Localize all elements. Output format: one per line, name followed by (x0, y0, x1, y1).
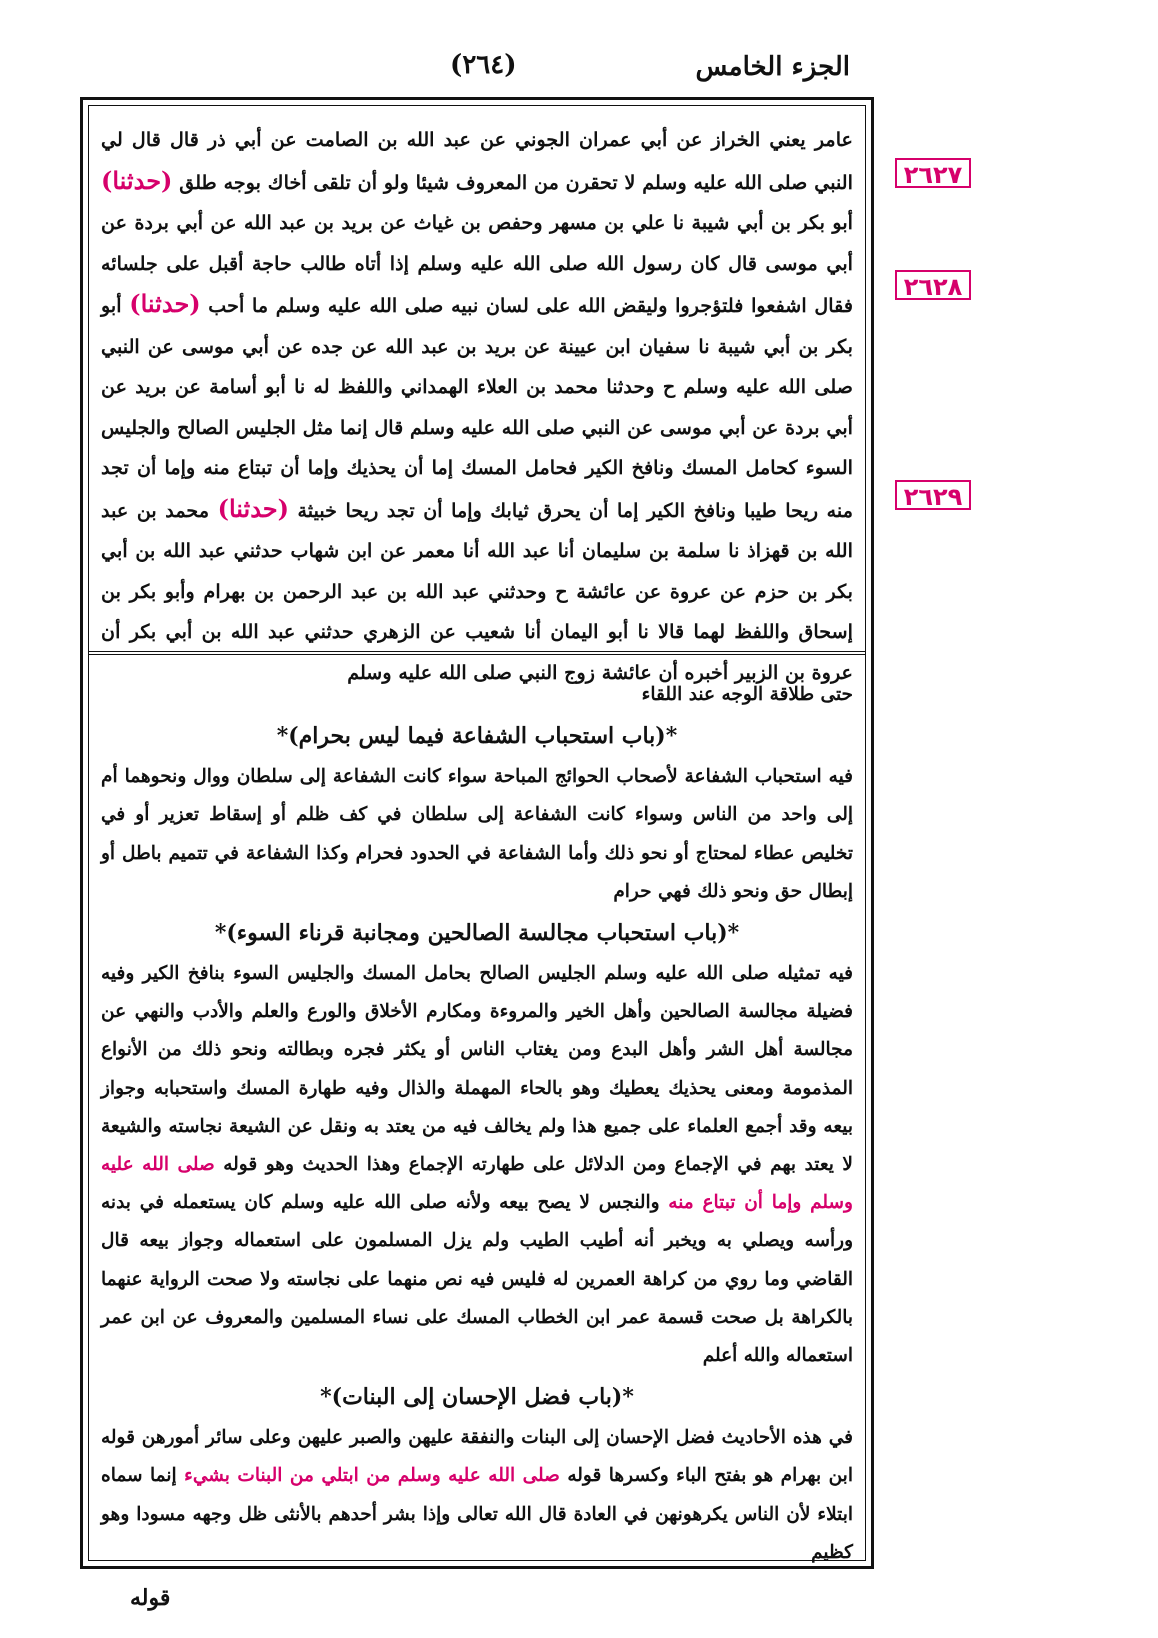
hadith-line: ابن عيينة عن بريد بن عبد الله عن جده عن أبي موسى عن النبي صلى الله عليه وسلم ح وحدثنا (101, 334, 853, 398)
hadith-line: شيبة نا علي بن مسهر وحفص بن غياث عن بريد بن عبد الله عن أبي بردة عن أبي موسى قال كان (101, 211, 854, 275)
quoted-hadith: صلى الله عليه وسلم وإما أن تبتاع منه (101, 1154, 853, 1214)
commentary-span: في هذه الأحاديث فضل الإحسان إلى البنات والنفقة عليهن والصبر عليهن وعلى سائر أمورهن قوله ابن بهرام هو بفتح الباء وكسرها قوله (101, 1427, 853, 1487)
commentary-span: إنما سماه ابتلاء لأن الناس يكرهونهن في العادة قال الله تعالى وإذا بشر أحدهم بالأنثى ظل وجهه مسودا وهو كظيم (101, 1465, 853, 1563)
hadith-line: رسول الله صلى الله عليه وسلم إذا أتاه طالب حاجة أقبل على جلسائه فقال اشفعوا فلتؤجروا (101, 251, 854, 317)
haddathana-label: (حدثنا) (217, 493, 289, 523)
hadith-line: وليقض الله على لسان نبيه صلى الله عليه وسلم ما أحب (208, 294, 668, 317)
commentary-paragraph (101, 955, 853, 1375)
hadith-line: عليه وسلم لا تحقرن من المعروف شيئا ولو أن تلقى أخاك بوجه طلق (179, 170, 728, 194)
haddathana-label: (حدثنا) (129, 289, 201, 318)
hadith-number-box: ٢٦٢٧ (895, 158, 971, 188)
hadith-line: أن يحذيك وإما أن تبتاع منه وإما أن تجد منه ريحا طيبا ونافخ الكير إما أن يحرق ثيابك وإما أن تجد (101, 456, 853, 522)
commentary-paragraph (101, 1419, 853, 1572)
hadith-line: محمد بن العلاء الهمداني واللفظ له نا أبو أسامة عن بريد عن أبي بردة عن أبي موسى عن النبي صلى الله (101, 375, 853, 439)
hadith-line: ابن شهاب حدثني عبد الله بن أبي بكر بن حزم عن عروة عن عائشة ح وحدثني عبد الله بن (101, 539, 854, 603)
hadith-line: عليه وسلم قال إنما مثل الجليس الصالح والجليس السوء كحامل المسك ونافخ الكير فحامل المسك إما (101, 415, 854, 479)
hadith-panel (89, 106, 865, 684)
chapter-heading: *(باب استحباب الشفاعة فيما ليس بحرام)* (276, 723, 678, 750)
chapter-heading: *(باب استحباب مجالسة الصالحين ومجانبة قرناء السوء)* (214, 920, 740, 947)
commentary-text (101, 676, 853, 1572)
hadith-number-box: ٢٦٢٨ (895, 270, 971, 300)
hadith-line: محمد بن عبد الله بن قهزاذ نا سلمة بن سليمان أنا عبد الله أنا معمر عن (101, 498, 853, 562)
commentary-opening: حتى طلاقة الوجه عند اللقاء (641, 684, 853, 705)
hadith-line: أبو بكر بن أبي شيبة نا سفيان (101, 294, 854, 358)
quoted-hadith: صلى الله عليه وسلم من ابتلي من البنات بشيء (184, 1465, 560, 1487)
hadith-line: عامر يعني الخراز عن أبي عمران الجوني عن عبد الله بن الصامت عن أبي ذر قال قال لي النبي صلى الله (101, 128, 853, 194)
catchword: قوله (130, 1585, 171, 1611)
hadith-line: عبد الرحمن بن بهرام وأبو بكر بن إسحاق واللفظ لهما قالا نا أبو اليمان أنا شعيب عن الزهري (101, 579, 853, 643)
hadith-line: ريحا خبيثة (297, 498, 379, 522)
part-title: الجزء الخامس (695, 52, 850, 82)
hadith-text (101, 120, 853, 693)
running-header (80, 50, 850, 90)
hadith-number-box: ٢٦٢٩ (895, 480, 971, 510)
commentary-span: فيه تمثيله صلى الله عليه وسلم الجليس الصالح بحامل المسك والجليس السوء بنافخ الكير وفيه فضيلة مجالسة الصالحين وأهل الخير والمروءة ومكارم الأخلاق والورع والعلم والأدب والنهي عن مجالسة أهل الشر وأهل البدع ومن يغتاب الناس أو يكثر فجره وبطالته ونحو ذلك من الأنواع المذمومة ومعنى يحذيك يعطيك وهو بالحاء المهملة والذال وفيه طهارة المسك واستحبابه وجواز بيعه وقد أجمع العلماء على جميع هذا ولم يخالف فيه من يعتد به ونقل عن الشيعة نجاسته والشيعة لا يعتد بهم في الإجماع ومن الدلائل على طهارته الإجماع وهذا الحديث وهو قوله (101, 963, 853, 1176)
haddathana-label: (حدثنا) (101, 165, 173, 195)
hadith-line: أبو بكر بن أبي (736, 211, 853, 234)
page-number: (٢٦٤) (450, 50, 517, 80)
chapter-heading: *(باب فضل الإحسان إلى البنات)* (320, 1384, 634, 1411)
commentary-paragraph: فيه استحباب الشفاعة لأصحاب الحوائج المباحة سواء كانت الشفاعة إلى سلطان ووال ونحوهما أم إلى واحد من الناس وسواء كانت الشفاعة إلى سلطان في كف ظلم أو إسقاط تعزير أو في تخليص عطاء لمحتاج أو نحو ذلك وأما الشفاعة في الحدود فحرام وكذا الشفاعة في تتميم باطل أو إبطال حق ونحو ذلك فهي حرام (101, 766, 853, 902)
page-frame (80, 97, 874, 1569)
commentary-span: والنجس لا يصح بيعه ولأنه صلى الله عليه وسلم كان يستعمله في بدنه ورأسه ويصلي به ويخبر أنه أطيب الطيب ولم يزل المسلمون على استعماله وجواز بيعه قال القاضي وما روي من كراهة العمرين له فليس فيه نص منهما على نجاسته ولا صحت الرواية عنهما بالكراهة بل صحت قسمة عمر ابن الخطاب المسك على نساء المسلمين والمعروف عن ابن عمر استعماله والله أعلم (101, 1192, 853, 1367)
hadith-line: حدثني عبد الله بن أبي بكر أن عروة بن الزبير أخبره أن عائشة زوج النبي صلى الله عليه وسلم (101, 620, 853, 684)
page-frame-inner (88, 105, 866, 1561)
commentary-panel (89, 666, 865, 1563)
